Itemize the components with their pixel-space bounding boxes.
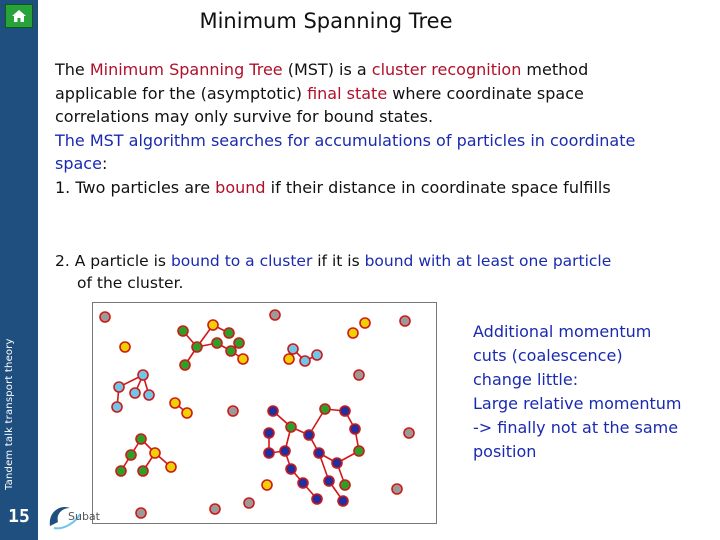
side-note-line: Large relative momentum bbox=[473, 394, 682, 413]
side-note-line: -> finally not at the same bbox=[473, 418, 679, 437]
rule-2-line-1: 2. A particle is bound to a cluster if it is bound with at least one particle bbox=[55, 252, 612, 270]
sidebar bbox=[0, 0, 38, 540]
line-6: 1. Two particles are bound if their distance in coordinate space fulfills bbox=[55, 177, 611, 197]
vertical-talk-label: Tandem talk transport theory bbox=[4, 338, 15, 490]
home-icon bbox=[11, 9, 27, 23]
line-3: correlations may only survive for bound states. bbox=[55, 107, 434, 126]
logo-text: Subat bbox=[68, 510, 100, 523]
side-note bbox=[473, 320, 713, 464]
line-4: The MST algorithm searches for accumulations of particles in coordinate bbox=[55, 130, 636, 150]
line-5: space: bbox=[55, 154, 108, 173]
home-button[interactable] bbox=[5, 4, 33, 28]
rule-2-paragraph bbox=[55, 250, 715, 294]
cluster-figure bbox=[92, 302, 437, 524]
side-note-line: cuts (coalescence) bbox=[473, 346, 623, 365]
line-2: applicable for the (asymptotic) final state where coordinate space bbox=[55, 83, 584, 103]
side-note-line: change little: bbox=[473, 370, 579, 389]
cluster-graph bbox=[93, 303, 436, 523]
rule-2-line-2: of the cluster. bbox=[77, 274, 184, 292]
page-number: 15 bbox=[8, 506, 30, 527]
side-note-line: position bbox=[473, 442, 537, 461]
side-note-line: Additional momentum bbox=[473, 322, 652, 341]
line-1: The Minimum Spanning Tree (MST) is a cluster recognition method bbox=[55, 60, 589, 79]
institution-logo bbox=[46, 500, 100, 532]
particles bbox=[100, 310, 414, 518]
intro-paragraph bbox=[55, 58, 715, 199]
slide-title: Minimum Spanning Tree bbox=[199, 9, 453, 33]
